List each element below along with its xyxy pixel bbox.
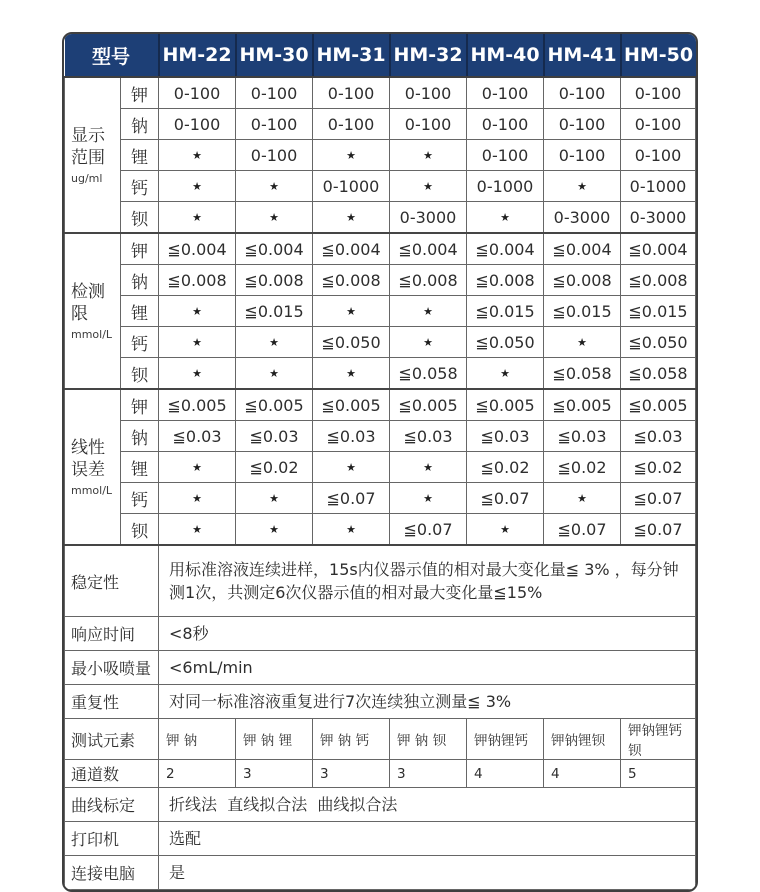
value-linearity-error-li-hm-22: ★ (159, 452, 236, 483)
value-detection-limit-k-hm-32: ≦0.004 (390, 233, 467, 265)
value-linearity-error-ba-hm-32: ≦0.07 (390, 514, 467, 546)
value-detection-limit-k-hm-22: ≦0.004 (159, 233, 236, 265)
value-linearity-error-ba-hm-30: ★ (236, 514, 313, 546)
header-model-hm-32: HM-32 (390, 34, 467, 77)
value-linearity-error-ca-hm-31: ≦0.07 (313, 483, 390, 514)
value-linearity-error-ba-hm-22: ★ (159, 514, 236, 546)
value-repeatability: 对同一标准溶液重复进行7次连续独立测量≦ 3% (159, 685, 696, 719)
section-label-line: 范围 (71, 148, 105, 168)
row-min-aspiration (65, 651, 696, 685)
value-detection-limit-ba-hm-22: ★ (159, 358, 236, 390)
element-k: 钾 (121, 77, 159, 109)
value-display-range-ca-hm-40: 0-1000 (467, 171, 544, 202)
spec-table-grid (64, 34, 696, 890)
value-linearity-error-ca-hm-32: ★ (390, 483, 467, 514)
value-linearity-error-ba-hm-41: ≦0.07 (544, 514, 621, 546)
label-pc-connection: 连接电脑 (65, 856, 159, 890)
value-display-range-ba-hm-40: ★ (467, 202, 544, 234)
label-stability: 稳定性 (65, 545, 159, 617)
row-test-elements (65, 719, 696, 760)
element-ca: 钙 (121, 171, 159, 202)
value-detection-limit-k-hm-31: ≦0.004 (313, 233, 390, 265)
test-elements-hm-31: 钾 钠 钙 (313, 719, 390, 760)
value-display-range-ba-hm-31: ★ (313, 202, 390, 234)
element-li: 锂 (121, 140, 159, 171)
value-display-range-ba-hm-22: ★ (159, 202, 236, 234)
section-linearity-error-row-li (65, 452, 696, 483)
row-response-time (65, 617, 696, 651)
element-ba: 钡 (121, 358, 159, 390)
section-unit-display-range: ug/ml (71, 172, 103, 186)
value-display-range-k-hm-22: 0-100 (159, 77, 236, 109)
test-elements-hm-50: 钾钠锂钙钡 (621, 719, 696, 760)
label-test-elements: 测试元素 (65, 719, 159, 760)
value-detection-limit-ca-hm-40: ≦0.050 (467, 327, 544, 358)
value-detection-limit-ba-hm-40: ★ (467, 358, 544, 390)
value-linearity-error-k-hm-32: ≦0.005 (390, 389, 467, 421)
element-na: 钠 (121, 265, 159, 296)
value-display-range-li-hm-40: 0-100 (467, 140, 544, 171)
value-display-range-k-hm-30: 0-100 (236, 77, 313, 109)
value-display-range-na-hm-40: 0-100 (467, 109, 544, 140)
value-printer: 选配 (159, 822, 696, 856)
value-display-range-k-hm-40: 0-100 (467, 77, 544, 109)
section-display-range-row-k (65, 77, 696, 109)
header-model-hm-31: HM-31 (313, 34, 390, 77)
section-display-range-row-na (65, 109, 696, 140)
value-detection-limit-ca-hm-50: ≦0.050 (621, 327, 696, 358)
value-detection-limit-ba-hm-41: ≦0.058 (544, 358, 621, 390)
section-label-linearity-error (65, 389, 121, 545)
channels-hm-41: 4 (544, 760, 621, 788)
value-linearity-error-na-hm-40: ≦0.03 (467, 421, 544, 452)
value-display-range-k-hm-31: 0-100 (313, 77, 390, 109)
row-printer (65, 822, 696, 856)
value-detection-limit-li-hm-31: ★ (313, 296, 390, 327)
value-linearity-error-na-hm-31: ≦0.03 (313, 421, 390, 452)
section-label-line: 误差 (71, 460, 105, 480)
value-linearity-error-ca-hm-22: ★ (159, 483, 236, 514)
label-channels: 通道数 (65, 760, 159, 788)
label-printer: 打印机 (65, 822, 159, 856)
header-model-hm-41: HM-41 (544, 34, 621, 77)
value-linearity-error-ba-hm-40: ★ (467, 514, 544, 546)
value-display-range-k-hm-41: 0-100 (544, 77, 621, 109)
channels-hm-32: 3 (390, 760, 467, 788)
section-label-display-range (65, 77, 121, 233)
value-detection-limit-k-hm-30: ≦0.004 (236, 233, 313, 265)
value-detection-limit-li-hm-41: ≦0.015 (544, 296, 621, 327)
section-label-line: 显示 (71, 125, 105, 146)
section-linearity-error-row-k (65, 389, 696, 421)
element-na: 钠 (121, 109, 159, 140)
value-linearity-error-li-hm-30: ≦0.02 (236, 452, 313, 483)
section-linearity-error-row-ca (65, 483, 696, 514)
value-linearity-error-ba-hm-31: ★ (313, 514, 390, 546)
section-linearity-error-row-ba (65, 514, 696, 546)
element-k: 钾 (121, 389, 159, 421)
value-detection-limit-na-hm-31: ≦0.008 (313, 265, 390, 296)
value-display-range-li-hm-32: ★ (390, 140, 467, 171)
section-label-line: 检测 (71, 281, 105, 302)
value-display-range-ba-hm-32: 0-3000 (390, 202, 467, 234)
label-curve-calibration: 曲线标定 (65, 788, 159, 822)
value-detection-limit-li-hm-22: ★ (159, 296, 236, 327)
value-display-range-ba-hm-50: 0-3000 (621, 202, 696, 234)
value-linearity-error-ba-hm-50: ≦0.07 (621, 514, 696, 546)
header-model-hm-22: HM-22 (159, 34, 236, 77)
value-display-range-na-hm-22: 0-100 (159, 109, 236, 140)
value-detection-limit-li-hm-50: ≦0.015 (621, 296, 696, 327)
element-ca: 钙 (121, 483, 159, 514)
value-linearity-error-ca-hm-41: ★ (544, 483, 621, 514)
value-detection-limit-li-hm-32: ★ (390, 296, 467, 327)
value-detection-limit-ca-hm-22: ★ (159, 327, 236, 358)
element-ba: 钡 (121, 514, 159, 546)
channels-hm-30: 3 (236, 760, 313, 788)
value-linearity-error-na-hm-50: ≦0.03 (621, 421, 696, 452)
value-linearity-error-ca-hm-50: ≦0.07 (621, 483, 696, 514)
value-detection-limit-na-hm-50: ≦0.008 (621, 265, 696, 296)
value-display-range-li-hm-50: 0-100 (621, 140, 696, 171)
value-detection-limit-ca-hm-41: ★ (544, 327, 621, 358)
section-detection-limit-row-li (65, 296, 696, 327)
value-display-range-li-hm-41: 0-100 (544, 140, 621, 171)
element-li: 锂 (121, 452, 159, 483)
section-display-range-row-ca (65, 171, 696, 202)
value-display-range-ca-hm-22: ★ (159, 171, 236, 202)
value-detection-limit-ca-hm-31: ≦0.050 (313, 327, 390, 358)
value-display-range-ca-hm-31: 0-1000 (313, 171, 390, 202)
test-elements-hm-40: 钾钠锂钙 (467, 719, 544, 760)
value-linearity-error-ca-hm-40: ≦0.07 (467, 483, 544, 514)
value-response-time: <8秒 (159, 617, 696, 651)
row-stability (65, 545, 696, 617)
value-display-range-na-hm-32: 0-100 (390, 109, 467, 140)
label-repeatability: 重复性 (65, 685, 159, 719)
element-ca: 钙 (121, 327, 159, 358)
value-linearity-error-li-hm-40: ≦0.02 (467, 452, 544, 483)
value-detection-limit-ba-hm-32: ≦0.058 (390, 358, 467, 390)
value-detection-limit-ba-hm-50: ≦0.058 (621, 358, 696, 390)
channels-hm-22: 2 (159, 760, 236, 788)
header-model-hm-30: HM-30 (236, 34, 313, 77)
header-row (65, 34, 696, 77)
value-linearity-error-na-hm-30: ≦0.03 (236, 421, 313, 452)
section-label-detection-limit (65, 233, 121, 389)
value-curve-calibration: 折线法 直线拟合法 曲线拟合法 (159, 788, 696, 822)
value-display-range-ba-hm-30: ★ (236, 202, 313, 234)
value-linearity-error-li-hm-50: ≦0.02 (621, 452, 696, 483)
value-display-range-li-hm-31: ★ (313, 140, 390, 171)
section-detection-limit-row-ba (65, 358, 696, 390)
element-k: 钾 (121, 233, 159, 265)
value-linearity-error-na-hm-41: ≦0.03 (544, 421, 621, 452)
value-linearity-error-k-hm-40: ≦0.005 (467, 389, 544, 421)
value-pc-connection: 是 (159, 856, 696, 890)
value-display-range-na-hm-30: 0-100 (236, 109, 313, 140)
section-label-line: 线性 (71, 437, 105, 458)
value-linearity-error-ca-hm-30: ★ (236, 483, 313, 514)
model-label-header: 型号 (65, 34, 159, 77)
value-detection-limit-ca-hm-32: ★ (390, 327, 467, 358)
element-li: 锂 (121, 296, 159, 327)
test-elements-hm-22: 钾 钠 (159, 719, 236, 760)
value-display-range-ba-hm-41: 0-3000 (544, 202, 621, 234)
section-linearity-error-row-na (65, 421, 696, 452)
row-curve-calibration (65, 788, 696, 822)
value-display-range-li-hm-22: ★ (159, 140, 236, 171)
label-min-aspiration: 最小吸喷量 (65, 651, 159, 685)
value-linearity-error-k-hm-50: ≦0.005 (621, 389, 696, 421)
value-linearity-error-k-hm-31: ≦0.005 (313, 389, 390, 421)
value-linearity-error-k-hm-22: ≦0.005 (159, 389, 236, 421)
value-detection-limit-na-hm-30: ≦0.008 (236, 265, 313, 296)
value-detection-limit-ba-hm-31: ★ (313, 358, 390, 390)
section-detection-limit-row-ca (65, 327, 696, 358)
test-elements-hm-41: 钾钠锂钡 (544, 719, 621, 760)
channels-hm-40: 4 (467, 760, 544, 788)
section-display-range-row-li (65, 140, 696, 171)
value-linearity-error-k-hm-30: ≦0.005 (236, 389, 313, 421)
value-display-range-ca-hm-32: ★ (390, 171, 467, 202)
value-display-range-ca-hm-30: ★ (236, 171, 313, 202)
value-linearity-error-na-hm-22: ≦0.03 (159, 421, 236, 452)
value-detection-limit-ca-hm-30: ★ (236, 327, 313, 358)
row-pc-connection (65, 856, 696, 890)
value-linearity-error-na-hm-32: ≦0.03 (390, 421, 467, 452)
row-channels (65, 760, 696, 788)
section-detection-limit-row-k (65, 233, 696, 265)
value-stability: 用标准溶液连续进样，15s内仪器示值的相对最大变化量≦ 3% ，每分钟测1次，共测定6次仪器示值的相对最大变化量≦15% (159, 545, 696, 617)
value-linearity-error-k-hm-41: ≦0.005 (544, 389, 621, 421)
section-detection-limit-row-na (65, 265, 696, 296)
section-unit-linearity-error: mmol/L (71, 484, 113, 498)
value-linearity-error-li-hm-32: ★ (390, 452, 467, 483)
value-detection-limit-li-hm-40: ≦0.015 (467, 296, 544, 327)
value-detection-limit-k-hm-50: ≦0.004 (621, 233, 696, 265)
header-model-hm-50: HM-50 (621, 34, 696, 77)
section-display-range-row-ba (65, 202, 696, 234)
value-detection-limit-li-hm-30: ≦0.015 (236, 296, 313, 327)
value-detection-limit-k-hm-40: ≦0.004 (467, 233, 544, 265)
element-ba: 钡 (121, 202, 159, 234)
value-linearity-error-li-hm-41: ≦0.02 (544, 452, 621, 483)
value-display-range-ca-hm-50: 0-1000 (621, 171, 696, 202)
value-detection-limit-k-hm-41: ≦0.004 (544, 233, 621, 265)
channels-hm-50: 5 (621, 760, 696, 788)
value-detection-limit-na-hm-41: ≦0.008 (544, 265, 621, 296)
spec-table (62, 32, 698, 892)
header-model-hm-40: HM-40 (467, 34, 544, 77)
value-display-range-na-hm-50: 0-100 (621, 109, 696, 140)
value-detection-limit-na-hm-40: ≦0.008 (467, 265, 544, 296)
test-elements-hm-32: 钾 钠 钡 (390, 719, 467, 760)
value-display-range-na-hm-31: 0-100 (313, 109, 390, 140)
test-elements-hm-30: 钾 钠 锂 (236, 719, 313, 760)
value-detection-limit-na-hm-32: ≦0.008 (390, 265, 467, 296)
row-repeatability (65, 685, 696, 719)
channels-hm-31: 3 (313, 760, 390, 788)
value-display-range-li-hm-30: 0-100 (236, 140, 313, 171)
value-linearity-error-li-hm-31: ★ (313, 452, 390, 483)
value-display-range-ca-hm-41: ★ (544, 171, 621, 202)
value-min-aspiration: <6mL/min (159, 651, 696, 685)
section-label-line: 限 (71, 304, 88, 324)
section-unit-detection-limit: mmol/L (71, 328, 113, 342)
element-na: 钠 (121, 421, 159, 452)
value-display-range-k-hm-50: 0-100 (621, 77, 696, 109)
value-display-range-na-hm-41: 0-100 (544, 109, 621, 140)
value-detection-limit-na-hm-22: ≦0.008 (159, 265, 236, 296)
label-response-time: 响应时间 (65, 617, 159, 651)
value-detection-limit-ba-hm-30: ★ (236, 358, 313, 390)
value-display-range-k-hm-32: 0-100 (390, 77, 467, 109)
